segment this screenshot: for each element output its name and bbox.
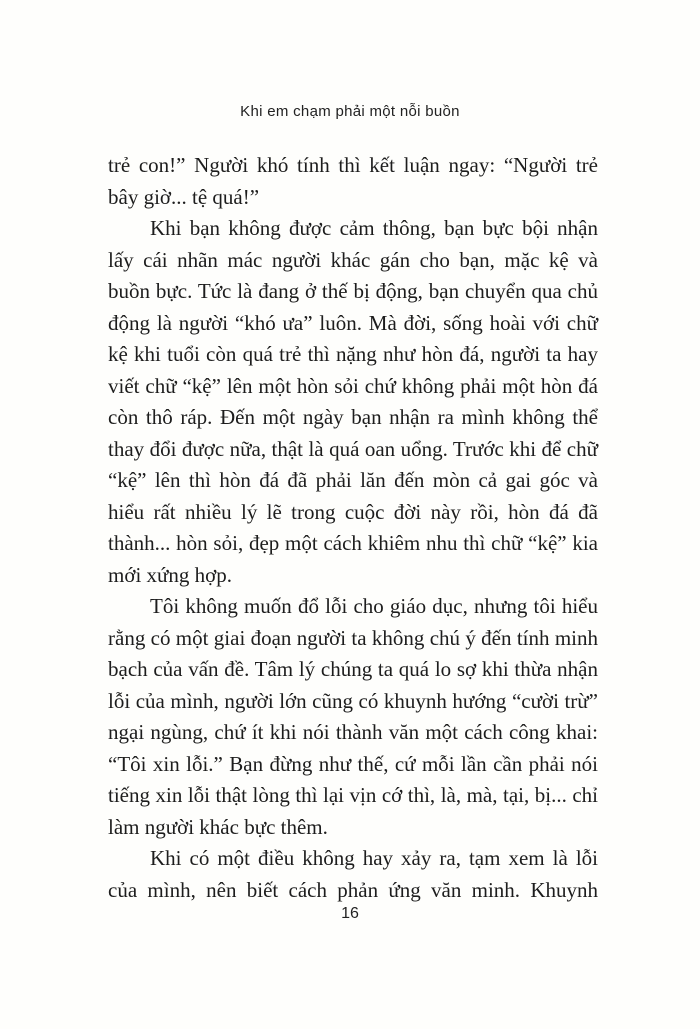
paragraph-1: trẻ con!” Người khó tính thì kết luận ngay: “Người trẻ bây giờ... tệ quá!” xyxy=(108,153,598,209)
body-text xyxy=(108,150,598,906)
paragraph-4: Khi có một điều không hay xảy ra, tạm xem là lỗi của mình, nên biết cách phản ứng văn minh. Khuynh xyxy=(108,846,598,902)
paragraph-3: Tôi không muốn đổ lỗi cho giáo dục, nhưng tôi hiểu rằng có một giai đoạn người ta không chú ý đến tính minh bạch của vấn đề. Tâm lý chúng ta quá lo sợ khi thừa nhận lỗi của mình, người lớn cũng có khuynh hướng “cười trừ” ngại ngùng, chứ ít khi nói thành văn một cách công khai: “Tôi xin lỗi.” Bạn đừng như thế, cứ mỗi lần cần phải nói tiếng xin lỗi thật lòng thì lại vịn cớ thì, là, mà, tại, bị... chỉ làm người khác bực thêm. xyxy=(108,594,598,839)
page-number: 16 xyxy=(341,905,359,922)
paragraph-2: Khi bạn không được cảm thông, bạn bực bội nhận lấy cái nhãn mác người khác gán cho bạn, mặc kệ và buồn bực. Tức là đang ở thế bị động, bạn chuyển qua chủ động là người “khó ưa” luôn. Mà đời, sống hoài với chữ kệ khi tuổi còn quá trẻ thì nặng như hòn đá, người ta hay viết chữ “kệ” lên một hòn sỏi chứ không phải một hòn đá còn thô ráp. Đến một ngày bạn nhận ra mình không thể thay đổi được nữa, thật là quá oan uổng. Trước khi để chữ “kệ” lên thì hòn đá đã phải lăn đến mòn cả gai góc và hiểu rất nhiều lý lẽ trong cuộc đời này rồi, hòn đá đã thành... hòn sỏi, đẹp một cách khiêm nhu thì chữ “kệ” kia mới xứng hợp. xyxy=(108,216,598,587)
running-header: Khi em chạm phải một nỗi buồn xyxy=(240,103,460,120)
